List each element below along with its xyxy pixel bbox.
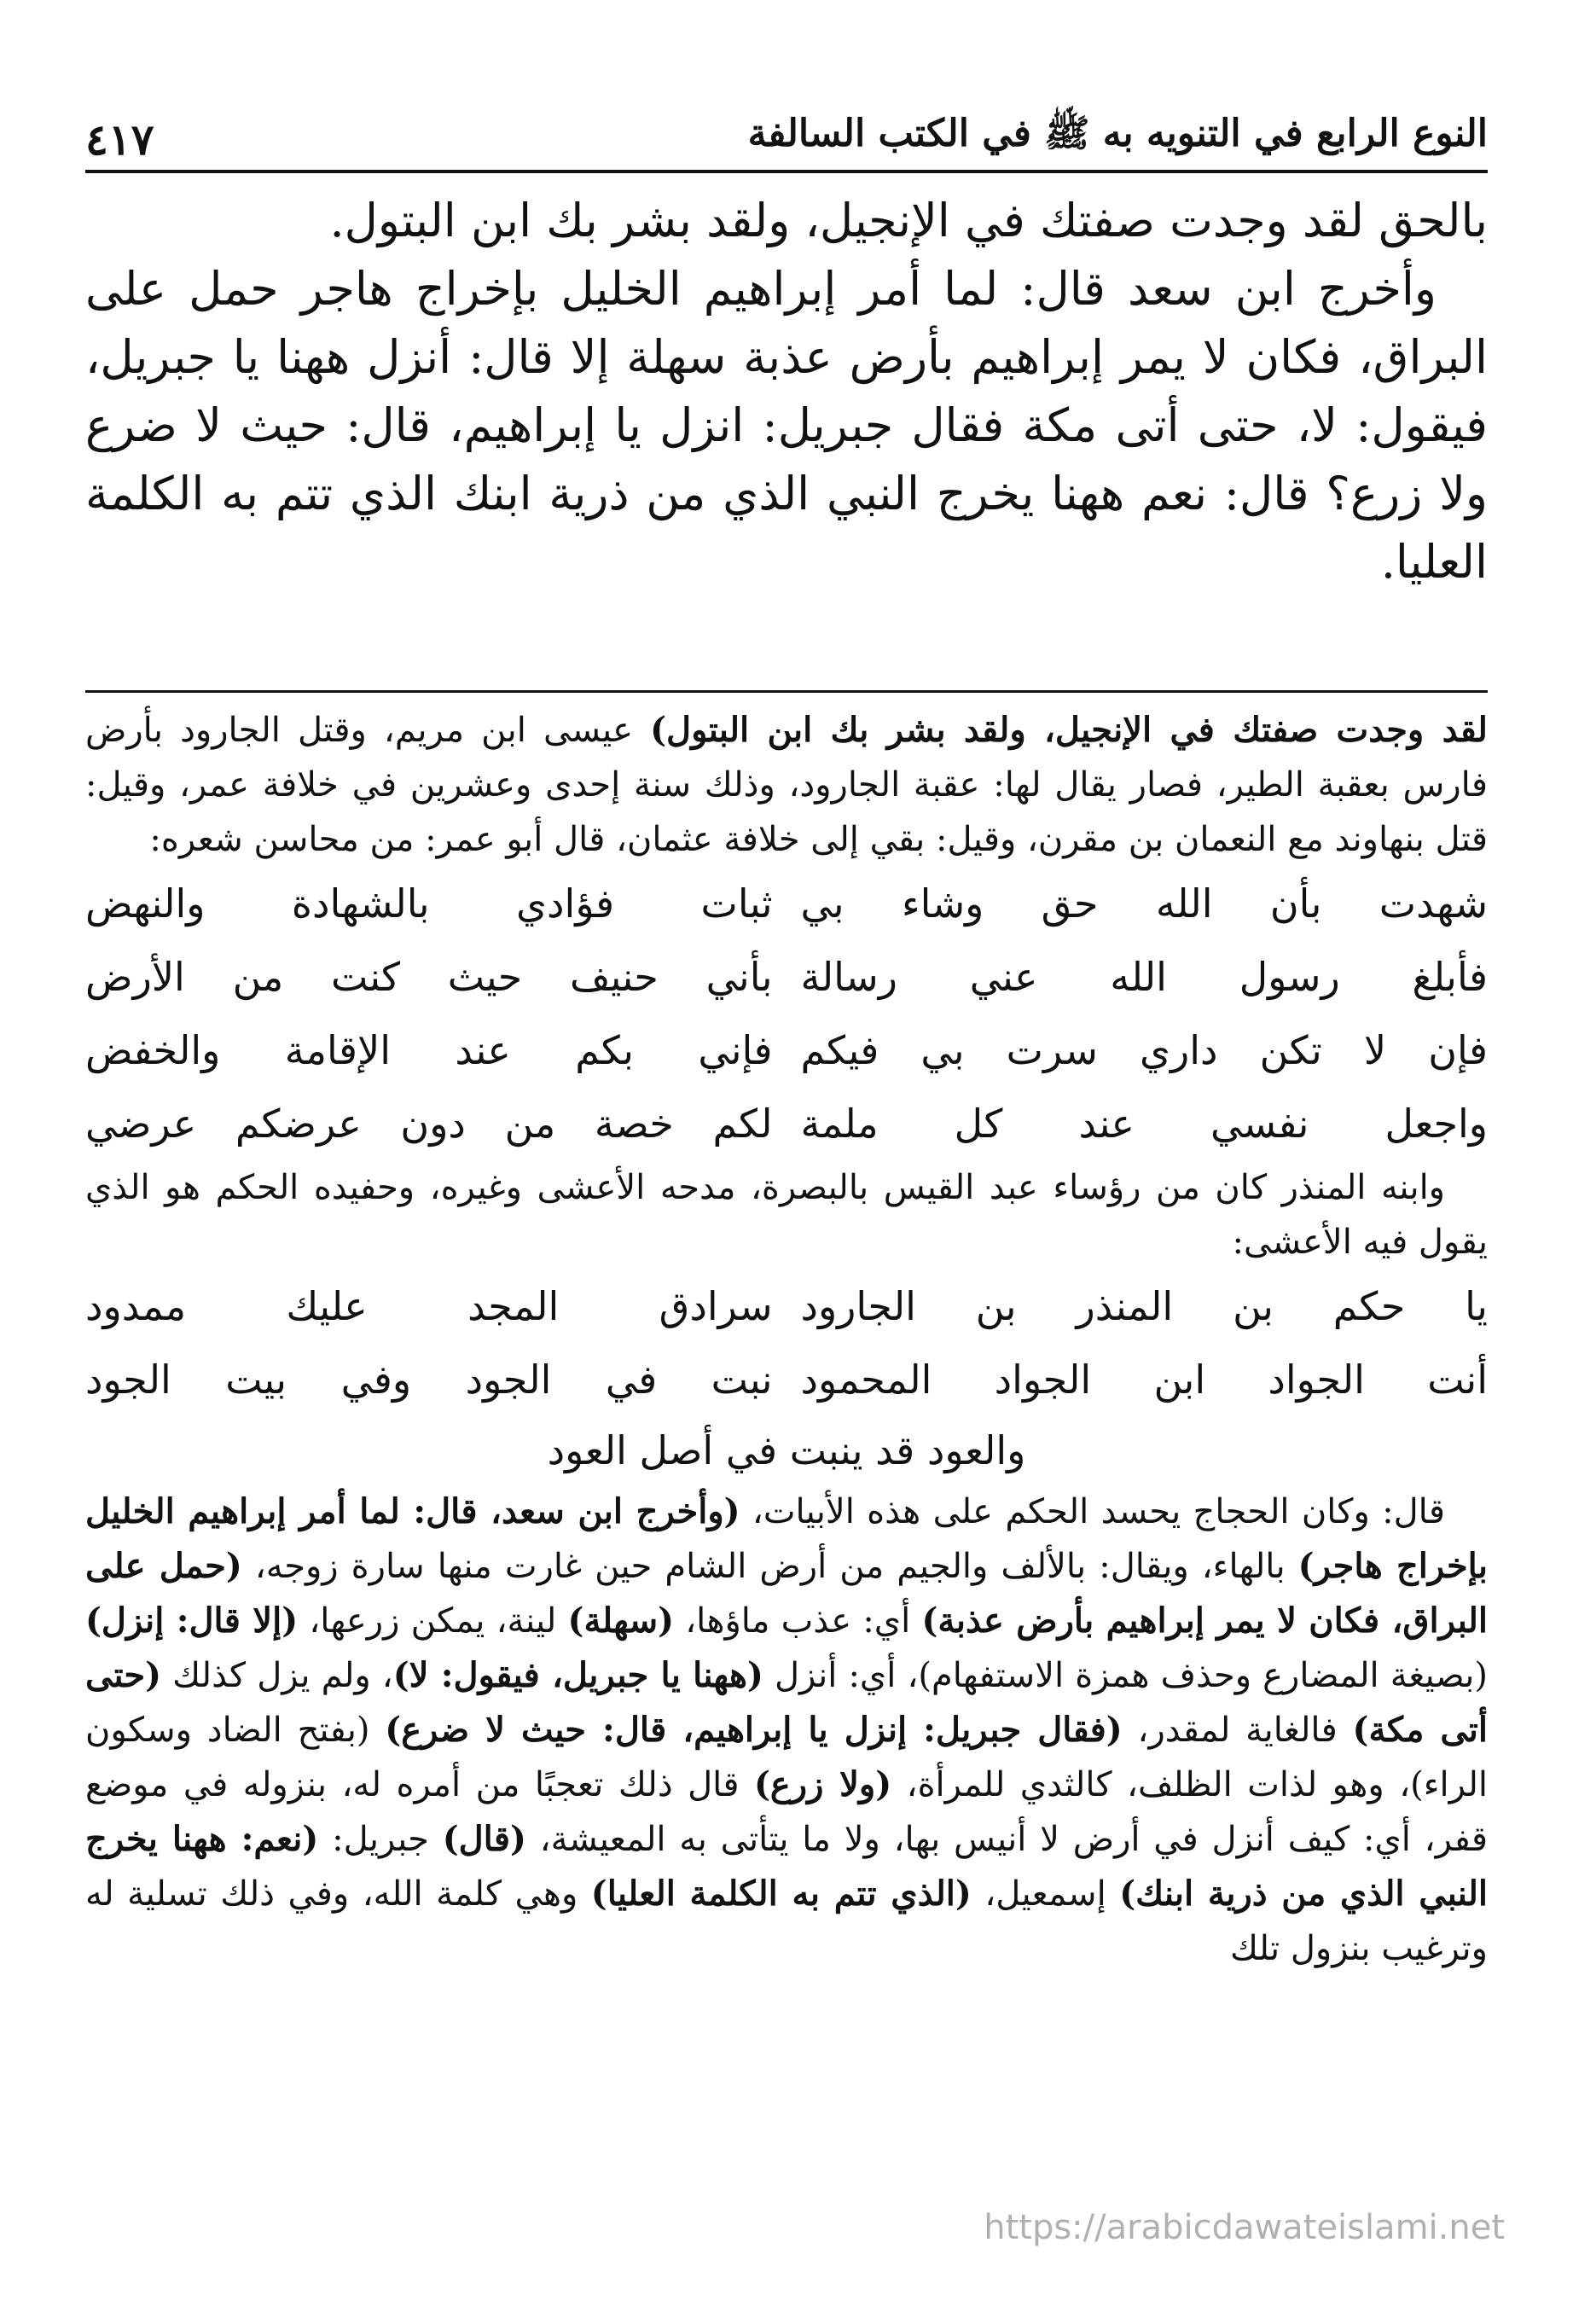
- quoted-text: (ولا زرع): [753, 1764, 892, 1804]
- commentary-paragraph: وابنه المنذر كان من رؤساء عبد القيس بالبصرة، مدحه الأعشى وغيره، وحفيده الحكم هو الذي يقول فيه الأعشى:: [85, 1168, 1488, 1262]
- page-header: [85, 90, 1488, 165]
- quoted-text: (حتى أتى مكة): [85, 1655, 1489, 1750]
- commentary-text: أي: عذب ماؤها،: [674, 1601, 922, 1641]
- main-paragraph: وأخرج ابن سعد قال: لما أمر إبراهيم الخليل بإخراج هاجر حمل على البراق، فكان لا يمر إبراهيم بأرض عذبة سهلة إلا قال: أنزل ههنا يا جبريل، فيقول: لا، حتى أتى مكة فقال جبريل: انزل يا إبراهيم، قال: حيث لا ضرع ولا زرع؟ قال: نعم ههنا يخرج النبي الذي من ذرية ابنك الذي تتم به الكلمة العليا.: [85, 262, 1488, 589]
- verse-line: [85, 867, 1488, 940]
- verse-first-half: فإن لا تكن داري سرت بي فيكم: [800, 1027, 1488, 1073]
- book-page: [85, 90, 1488, 1976]
- commentary-text: قال: وكان الحجاج يحسد الحكم على هذه الأبيات،: [740, 1492, 1445, 1531]
- quoted-text: (ههنا يا جبريل، فيقول: لا): [392, 1655, 763, 1695]
- quoted-text: (إلا قال: إنزل): [85, 1601, 299, 1641]
- commentary-text: (بصيغة المضارع وحذف همزة الاستفهام)، أي: أنزل: [763, 1656, 1488, 1695]
- commentary-text: بالهاء، ويقال: بالألف والجيم من أرض الشام حين غارت منها سارة زوجه،: [241, 1547, 1298, 1586]
- quoted-text: (حمل على البراق، فكان لا يمر إبراهيم بأرض عذبة): [85, 1546, 1489, 1641]
- verse-second-half: فإني بكم عند الإقامة والخفض: [85, 1027, 773, 1073]
- quoted-text: (نعم: ههنا يخرج النبي الذي من ذرية ابنك): [85, 1819, 1489, 1914]
- quoted-text: (سهلة): [567, 1601, 675, 1641]
- quoted-text: (قال): [442, 1819, 526, 1859]
- commentary-text: إسمعيل،: [971, 1874, 1120, 1914]
- verse-second-half: لكم خصة من دون عرضكم عرضي: [85, 1101, 773, 1147]
- commentary-text: عيسى ابن مريم، وقتل الجارود بأرض فارس بعقبة الطير، فصار يقال لها: عقبة الجارود، وذلك سنة إحدى وعشرين في خلافة عمر، وقيل: قتل بنهاوند مع النعمان بن مقرن، وقيل: بقي إلى خلافة عثمان، قال أبو عمر: من محاسن شعره:: [85, 711, 1488, 859]
- verse-second-half: سرادق المجد عليك ممدود: [85, 1283, 773, 1329]
- quoted-text: (الذي تتم به الكلمة العليا): [590, 1874, 972, 1914]
- commentary-paragraph: [85, 703, 1488, 867]
- verse-line: [85, 1269, 1488, 1343]
- verse-first-half: فأبلغ رسول الله عني رسالة: [800, 954, 1488, 1000]
- verse-first-half: أنت الجواد ابن الجواد المحمود: [800, 1357, 1488, 1403]
- running-title: النوع الرابع في التنويه به ﷺ في الكتب السالفة: [747, 112, 1488, 155]
- verse-line: [85, 1014, 1488, 1087]
- verse-first-half: شهدت بأن الله حق وشاء بي: [800, 880, 1488, 927]
- header-rule: [85, 170, 1488, 173]
- commentary: [85, 703, 1488, 1976]
- verse-centered: والعود قد ينبت في أصل العود: [547, 1427, 1026, 1473]
- quoted-text: (وأخرج ابن سعد، قال: لما أمر إبراهيم الخليل بإخراج هاجر): [85, 1491, 1488, 1586]
- commentary-text: قال ذلك تعجبًا من أمره له، بنزوله في موضع قفر، أي: كيف أنزل في أرض لا أنيس بها، ولا ما يتأتى به المعيشة،: [85, 1765, 1488, 1859]
- verse-second-half: ثبات فؤادي بالشهادة والنهض: [85, 880, 773, 927]
- verse-line: [85, 940, 1488, 1014]
- commentary-text: فالغاية لمقدر،: [1122, 1711, 1353, 1750]
- page-number: ٤١٧: [85, 114, 154, 165]
- verse-line: [85, 1343, 1488, 1416]
- verse-first-half: يا حكم بن المنذر بن الجارود: [800, 1283, 1488, 1329]
- commentary-text: وهي كلمة الله، وفي ذلك تسلية له وترغيب بنزول تلك: [85, 1874, 1488, 1968]
- verse-first-half: واجعل نفسي عند كل ملمة: [800, 1101, 1488, 1147]
- quoted-text: لقد وجدت صفتك في الإنجيل، ولقد بشر بك ابن البتول): [650, 710, 1488, 750]
- commentary-text: (بفتح الضاد وسكون الراء)، وهو لذات الظلف، كالثدي للمرأة،: [85, 1711, 1488, 1804]
- commentary-text: ، ولم يزل كذلك: [161, 1656, 393, 1695]
- verse-second-half: بأني حنيف حيث كنت من الأرض: [85, 954, 773, 1000]
- commentary-text: جبريل:: [318, 1820, 443, 1859]
- footnote-separator: [85, 690, 1488, 693]
- verse-line: [85, 1087, 1488, 1160]
- quoted-text: (فقال جبريل: إنزل يا إبراهيم، قال: حيث لا ضرع): [385, 1710, 1123, 1750]
- commentary-paragraph: [85, 1484, 1488, 1976]
- commentary-text: لينة، يمكن زرعها،: [298, 1601, 568, 1641]
- verse-second-half: نبت في الجود وفي بيت الجود: [85, 1357, 773, 1403]
- main-paragraph: بالحق لقد وجدت صفتك في الإنجيل، ولقد بشر بك ابن البتول.: [329, 194, 1488, 247]
- main-text: [85, 187, 1488, 596]
- watermark-url: https://arabicdawateislami.net: [984, 2208, 1505, 2247]
